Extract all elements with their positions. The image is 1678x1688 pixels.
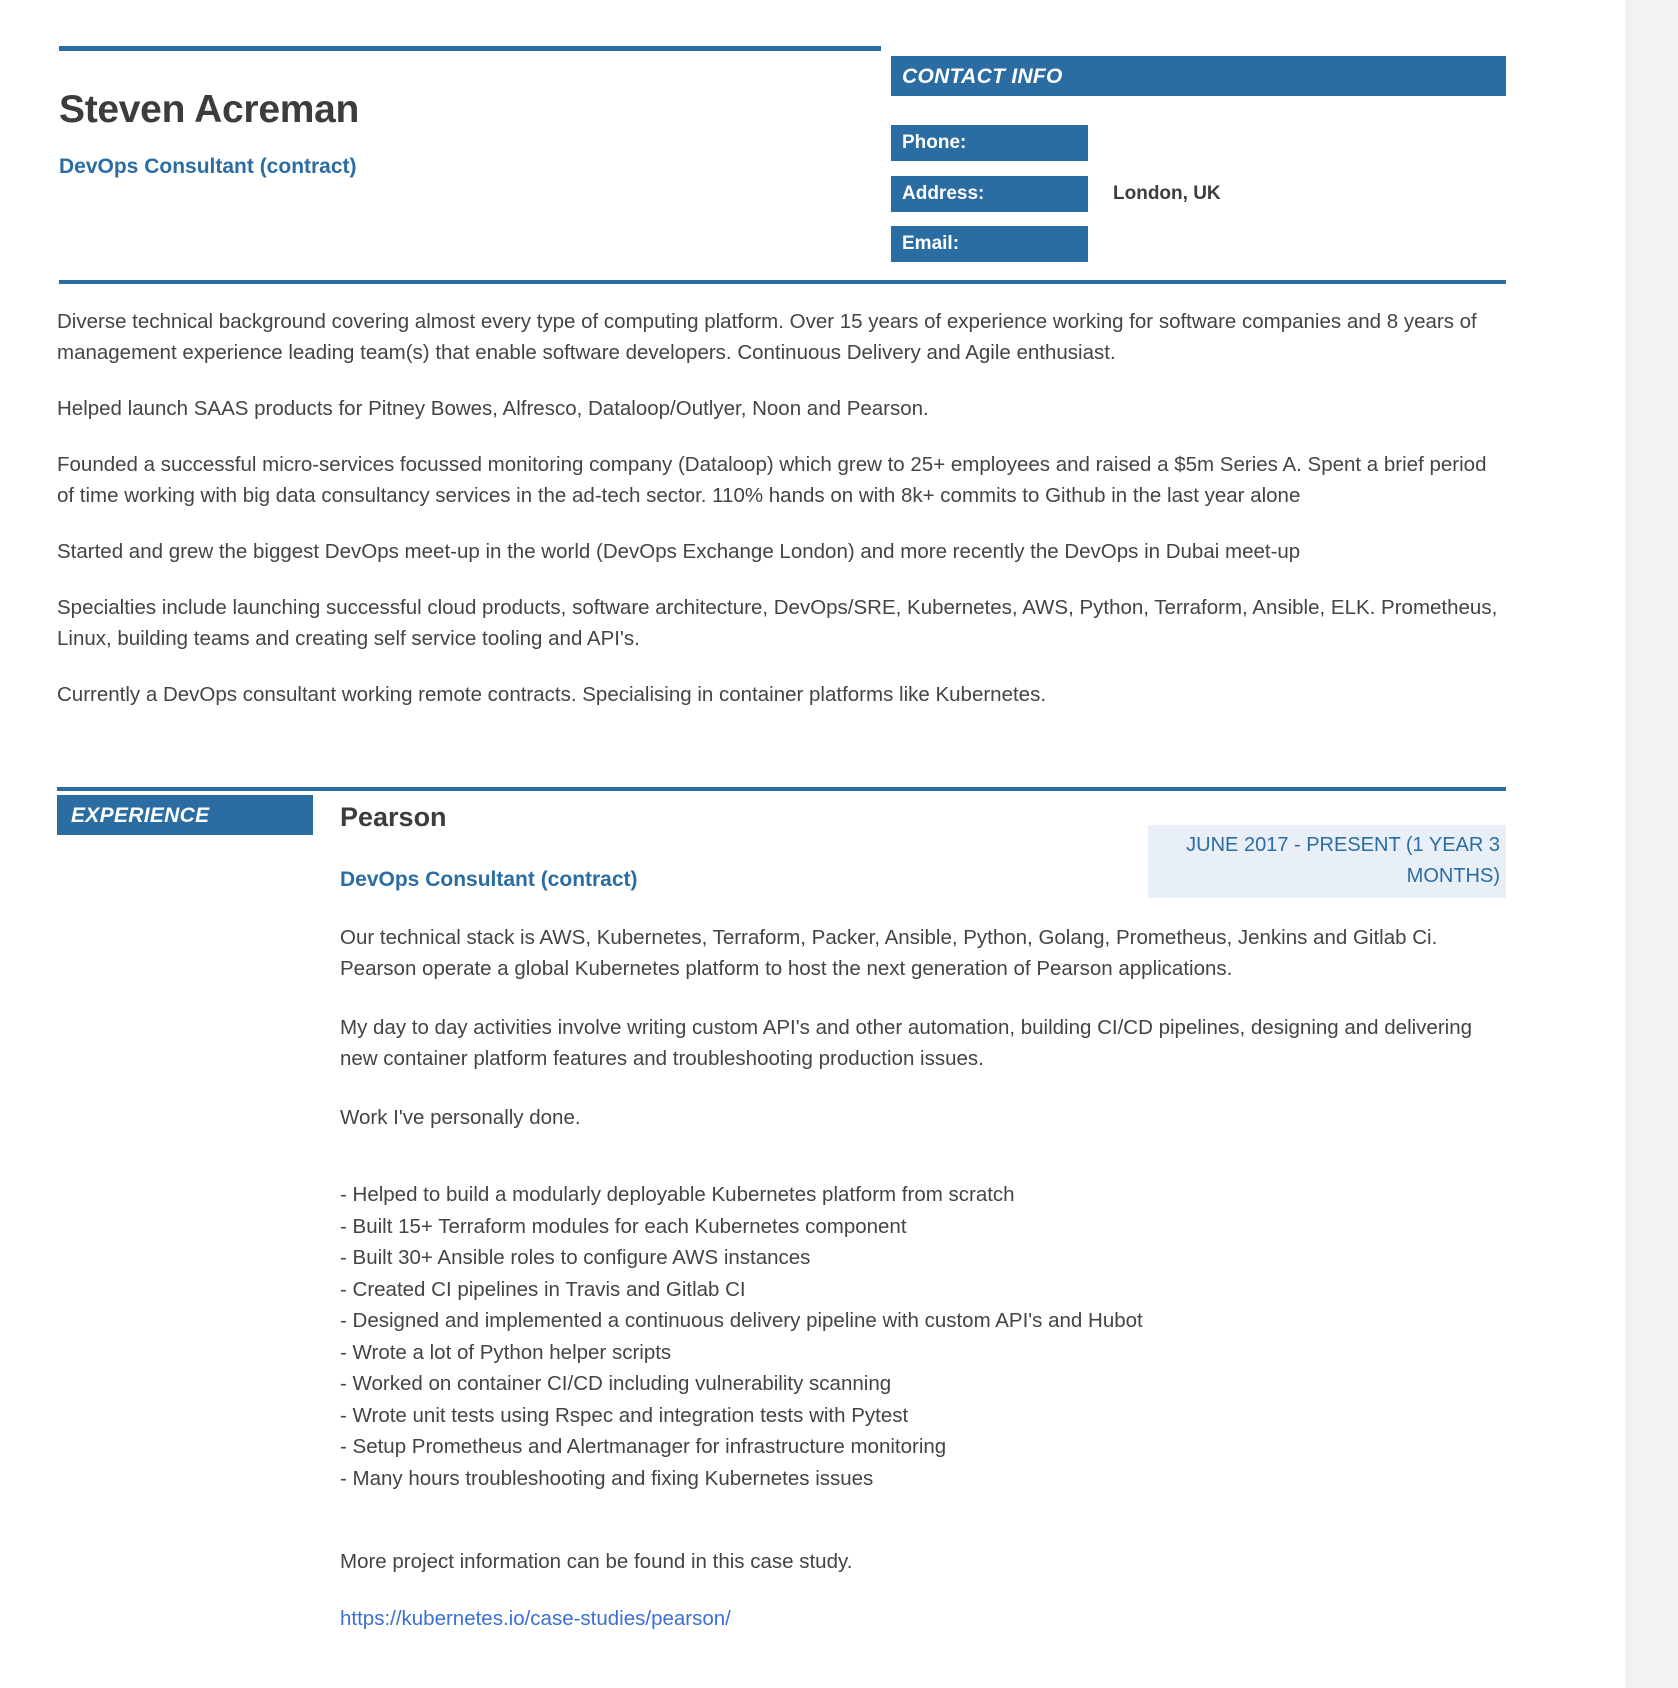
header-top-rule (59, 46, 881, 51)
job-bullet: - Built 30+ Ansible roles to configure AWS instances (340, 1246, 811, 1269)
job-bullet: - Designed and implemented a continuous delivery pipeline with custom API's and Hubot (340, 1309, 1143, 1332)
job-paragraph: My day to day activities involve writing custom API's and other automation, building CI/CD pipelines, designing and delivering new container platform features and troubleshooting production issues. (340, 1016, 1473, 1070)
summary-paragraph: Specialties include launching successful cloud products, software architecture, DevOps/SRE, Kubernetes, AWS, Python, Terraform, Ansible, ELK. Prometheus, Linux, building teams and creating self service tooling and API's. (57, 596, 1498, 650)
candidate-subtitle: DevOps Consultant (contract) (59, 155, 357, 178)
job-paragraph: Work I've personally done. (340, 1106, 581, 1129)
contact-info-header (891, 56, 1506, 96)
job-bullet: - Wrote a lot of Python helper scripts (340, 1340, 672, 1364)
job-title: DevOps Consultant (contract) (340, 868, 638, 891)
page-gutter (1625, 0, 1678, 1688)
experience-top-rule (57, 787, 1506, 791)
contact-label-email: Email: (891, 226, 1088, 262)
job-closing-text: More project information can be found in this case study. (340, 1550, 853, 1573)
job-bullet: - Setup Prometheus and Alertmanager for infrastructure monitoring (340, 1435, 947, 1458)
job-paragraph: Our technical stack is AWS, Kubernetes, Terraform, Packer, Ansible, Python, Golang, Prometheus, Jenkins and Gitlab Ci. Pearson operate a global Kubernetes platform to host the next generation of Pearson applications. (340, 926, 1438, 980)
job-bullet: - Built 15+ Terraform modules for each Kubernetes component (340, 1214, 907, 1238)
summary-paragraph: Currently a DevOps consultant working remote contracts. Specialising in container platforms like Kubernetes. (57, 683, 1047, 706)
case-study-link[interactable]: https://kubernetes.io/case-studies/pearson/ (340, 1607, 731, 1630)
job-bullet-list (340, 1179, 1506, 1494)
experience-date-badge: JUNE 2017 - PRESENT (1 YEAR 3 MONTHS) (1148, 825, 1506, 898)
job-bullet: - Created CI pipelines in Travis and Gitlab CI (340, 1277, 746, 1301)
summary-section (57, 306, 1502, 735)
summary-paragraph: Founded a successful micro-services focussed monitoring company (Dataloop) which grew to 25+ employees and raised a $5m Series A. Spent a brief period of time working with big data consultancy services in the ad-tech sector. 110% hands on with 8k+ commits to Github in the last year alone (57, 453, 1487, 507)
job-bullet: - Many hours troubleshooting and fixing Kubernetes issues (340, 1466, 874, 1490)
job-bullet: - Helped to build a modularly deployable Kubernetes platform from scratch (340, 1183, 1015, 1206)
candidate-name: Steven Acreman (59, 88, 359, 131)
summary-paragraph: Started and grew the biggest DevOps meet-up in the world (DevOps Exchange London) and more recently the DevOps in Dubai meet-up (57, 540, 1301, 563)
experience-section-tab (57, 795, 313, 835)
contact-label-phone: Phone: (891, 125, 1088, 161)
job-bullet: - Wrote unit tests using Rspec and integration tests with Pytest (340, 1403, 909, 1427)
contact-info-title: CONTACT INFO (902, 65, 1063, 88)
job-company: Pearson (340, 802, 447, 832)
contact-value-address: London, UK (1113, 183, 1221, 204)
job-bullet: - Worked on container CI/CD including vulnerability scanning (340, 1372, 892, 1395)
experience-section-title: EXPERIENCE (71, 804, 210, 827)
contact-label-address: Address: (891, 176, 1088, 212)
experience-entry (340, 800, 1506, 1634)
summary-paragraph: Diverse technical background covering almost every type of computing platform. Over 15 years of experience working for software companies and 8 years of management experience leading team(s) that enable software developers. Continuous Delivery and Agile enthusiast. (57, 310, 1477, 364)
header-bottom-rule (59, 280, 1506, 284)
summary-paragraph: Helped launch SAAS products for Pitney Bowes, Alfresco, Dataloop/Outlyer, Noon and Pearson. (57, 397, 929, 420)
